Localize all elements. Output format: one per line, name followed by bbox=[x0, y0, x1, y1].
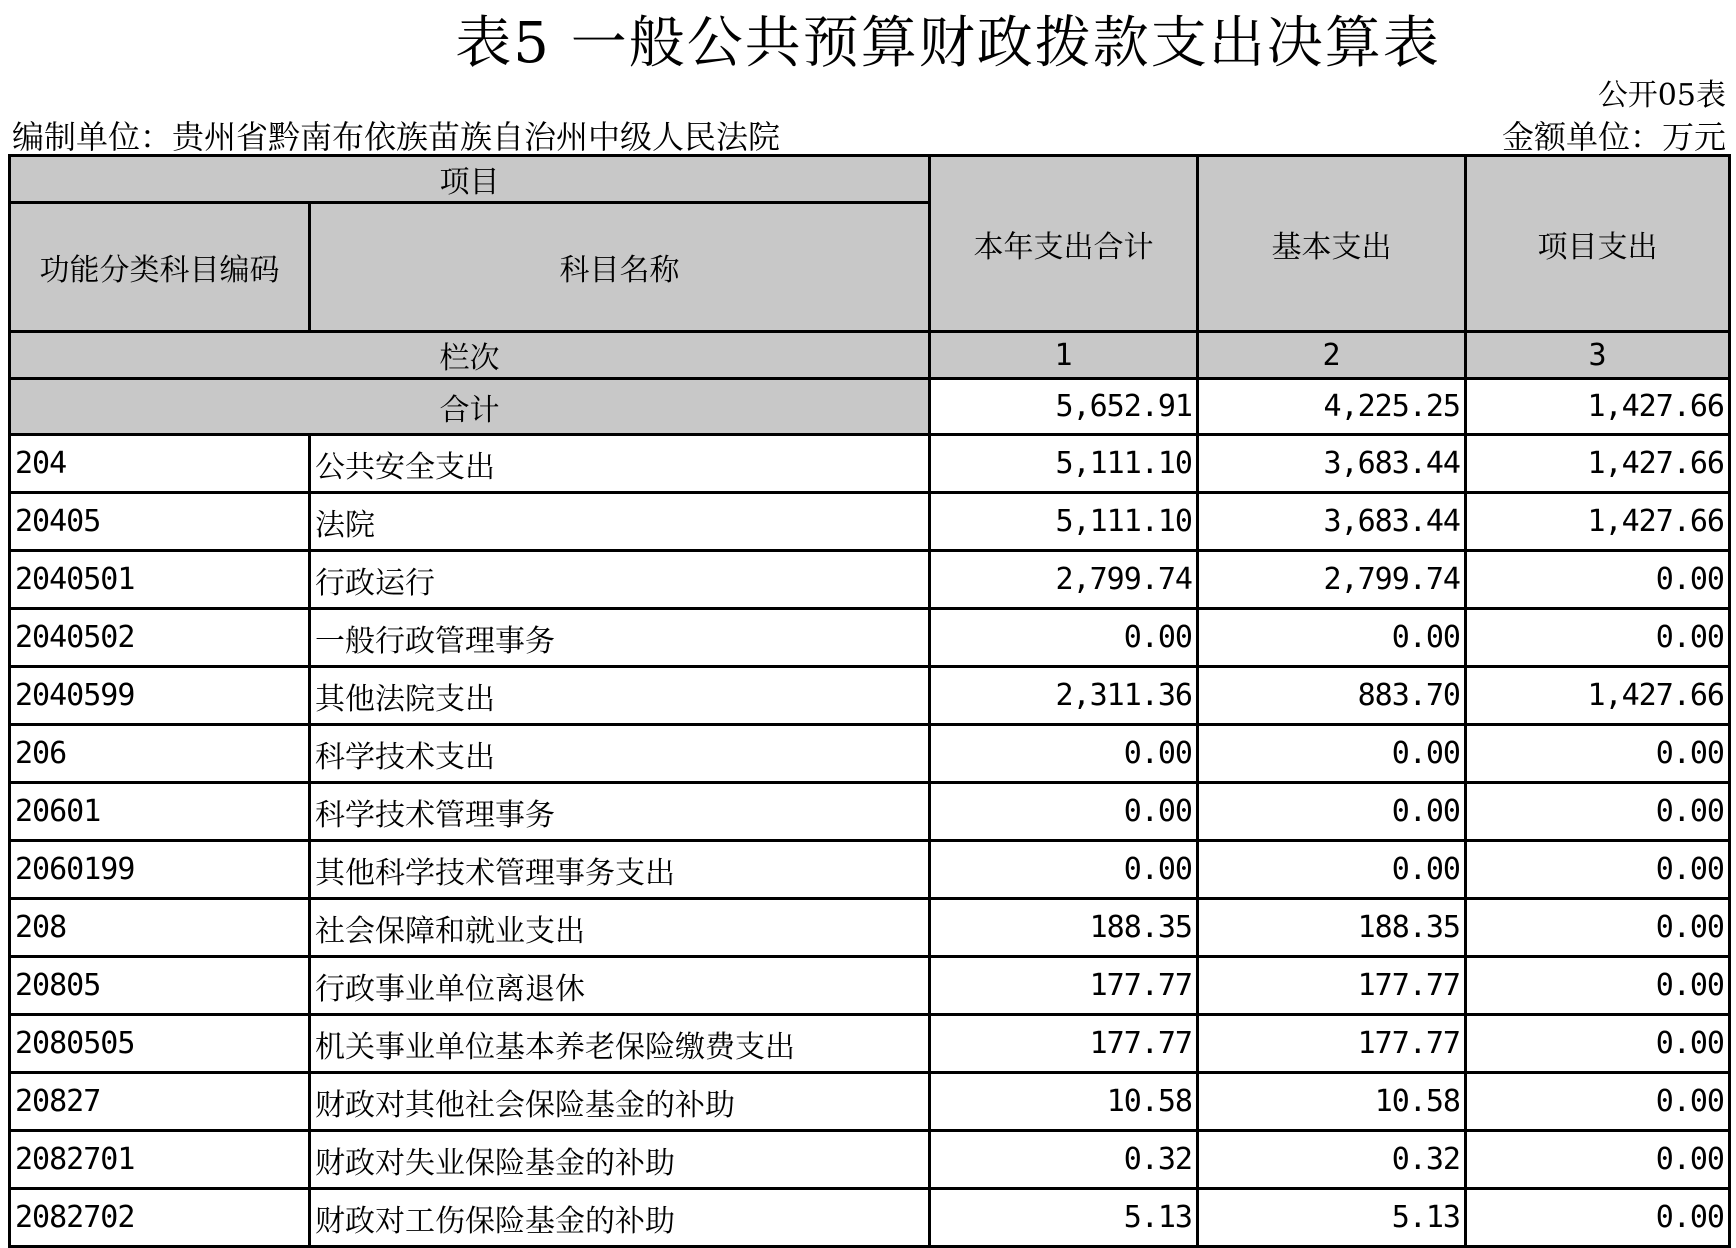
row-value-1: 188.35 bbox=[930, 899, 1198, 957]
row-name: 公共安全支出 bbox=[310, 435, 930, 493]
table-row bbox=[10, 841, 1730, 899]
table-row bbox=[10, 1131, 1730, 1189]
row-value-3: 0.00 bbox=[1466, 725, 1730, 783]
table-row bbox=[10, 1073, 1730, 1131]
form-number: 公开05表 bbox=[1597, 78, 1726, 113]
total-value-1: 5,652.91 bbox=[930, 379, 1198, 435]
row-name: 科学技术管理事务 bbox=[310, 783, 930, 841]
header-code: 功能分类科目编码 bbox=[10, 203, 310, 332]
header-project-expenditure: 项目支出 bbox=[1466, 156, 1730, 332]
row-code: 2082701 bbox=[10, 1131, 310, 1189]
row-name: 法院 bbox=[310, 493, 930, 551]
row-value-3: 0.00 bbox=[1466, 1189, 1730, 1247]
row-name: 财政对失业保险基金的补助 bbox=[310, 1131, 930, 1189]
row-value-3: 0.00 bbox=[1466, 609, 1730, 667]
row-value-2: 0.00 bbox=[1198, 725, 1466, 783]
header-name: 科目名称 bbox=[310, 203, 930, 332]
header-item: 项目 bbox=[10, 156, 930, 203]
row-value-1: 0.00 bbox=[930, 841, 1198, 899]
row-value-3: 0.00 bbox=[1466, 957, 1730, 1015]
row-value-1: 0.00 bbox=[930, 609, 1198, 667]
row-value-2: 2,799.74 bbox=[1198, 551, 1466, 609]
table-row bbox=[10, 725, 1730, 783]
row-value-2: 188.35 bbox=[1198, 899, 1466, 957]
row-value-2: 0.00 bbox=[1198, 609, 1466, 667]
row-value-3: 0.00 bbox=[1466, 841, 1730, 899]
row-value-3: 0.00 bbox=[1466, 899, 1730, 957]
row-value-1: 0.00 bbox=[930, 725, 1198, 783]
row-name: 科学技术支出 bbox=[310, 725, 930, 783]
row-value-2: 0.00 bbox=[1198, 841, 1466, 899]
row-value-1: 5.13 bbox=[930, 1189, 1198, 1247]
row-value-2: 5.13 bbox=[1198, 1189, 1466, 1247]
row-value-1: 10.58 bbox=[930, 1073, 1198, 1131]
row-code: 2040502 bbox=[10, 609, 310, 667]
row-value-1: 5,111.10 bbox=[930, 493, 1198, 551]
total-value-3: 1,427.66 bbox=[1466, 379, 1730, 435]
row-value-2: 177.77 bbox=[1198, 1015, 1466, 1073]
table-row bbox=[10, 493, 1730, 551]
table-row bbox=[10, 551, 1730, 609]
table-row bbox=[10, 667, 1730, 725]
total-value-2: 4,225.25 bbox=[1198, 379, 1466, 435]
row-value-2: 0.00 bbox=[1198, 783, 1466, 841]
table-row bbox=[10, 783, 1730, 841]
row-code: 204 bbox=[10, 435, 310, 493]
row-value-2: 883.70 bbox=[1198, 667, 1466, 725]
row-value-3: 0.00 bbox=[1466, 1015, 1730, 1073]
table-row bbox=[10, 435, 1730, 493]
row-value-1: 177.77 bbox=[930, 1015, 1198, 1073]
header-column-index-label: 栏次 bbox=[10, 332, 930, 379]
row-code: 2080505 bbox=[10, 1015, 310, 1073]
row-value-1: 0.00 bbox=[930, 783, 1198, 841]
column-index-2: 2 bbox=[1198, 332, 1466, 379]
row-value-3: 1,427.66 bbox=[1466, 667, 1730, 725]
row-value-3: 0.00 bbox=[1466, 783, 1730, 841]
header-basic-expenditure: 基本支出 bbox=[1198, 156, 1466, 332]
table-row bbox=[10, 957, 1730, 1015]
row-value-2: 0.32 bbox=[1198, 1131, 1466, 1189]
row-value-3: 0.00 bbox=[1466, 551, 1730, 609]
row-value-2: 10.58 bbox=[1198, 1073, 1466, 1131]
amount-unit: 金额单位：万元 bbox=[1501, 118, 1726, 156]
table-row bbox=[10, 899, 1730, 957]
row-code: 2082702 bbox=[10, 1189, 310, 1247]
expenditure-table bbox=[8, 154, 1731, 1248]
row-code: 206 bbox=[10, 725, 310, 783]
row-name: 财政对工伤保险基金的补助 bbox=[310, 1189, 930, 1247]
row-value-3: 0.00 bbox=[1466, 1131, 1730, 1189]
column-index-1: 1 bbox=[930, 332, 1198, 379]
compiling-unit: 编制单位：贵州省黔南布依族苗族自治州中级人民法院 bbox=[12, 118, 781, 156]
row-name: 机关事业单位基本养老保险缴费支出 bbox=[310, 1015, 930, 1073]
row-value-3: 1,427.66 bbox=[1466, 493, 1730, 551]
row-value-3: 1,427.66 bbox=[1466, 435, 1730, 493]
row-name: 社会保障和就业支出 bbox=[310, 899, 930, 957]
row-value-1: 0.32 bbox=[930, 1131, 1198, 1189]
row-code: 20405 bbox=[10, 493, 310, 551]
table-row bbox=[10, 609, 1730, 667]
row-value-2: 3,683.44 bbox=[1198, 435, 1466, 493]
row-value-3: 0.00 bbox=[1466, 1073, 1730, 1131]
column-index-3: 3 bbox=[1466, 332, 1730, 379]
row-code: 20827 bbox=[10, 1073, 310, 1131]
row-name: 行政事业单位离退休 bbox=[310, 957, 930, 1015]
row-code: 20601 bbox=[10, 783, 310, 841]
row-name: 一般行政管理事务 bbox=[310, 609, 930, 667]
row-name: 其他法院支出 bbox=[310, 667, 930, 725]
row-value-2: 177.77 bbox=[1198, 957, 1466, 1015]
total-label: 合计 bbox=[10, 379, 930, 435]
row-value-1: 177.77 bbox=[930, 957, 1198, 1015]
row-value-2: 3,683.44 bbox=[1198, 493, 1466, 551]
header-total-expenditure: 本年支出合计 bbox=[930, 156, 1198, 332]
row-value-1: 2,799.74 bbox=[930, 551, 1198, 609]
row-name: 财政对其他社会保险基金的补助 bbox=[310, 1073, 930, 1131]
table-row bbox=[10, 1015, 1730, 1073]
row-name: 其他科学技术管理事务支出 bbox=[310, 841, 930, 899]
page-title: 表5 一般公共预算财政拨款支出决算表 bbox=[455, 11, 1441, 76]
row-value-1: 2,311.36 bbox=[930, 667, 1198, 725]
row-name: 行政运行 bbox=[310, 551, 930, 609]
row-code: 2060199 bbox=[10, 841, 310, 899]
row-value-1: 5,111.10 bbox=[930, 435, 1198, 493]
table-row bbox=[10, 1189, 1730, 1247]
row-code: 2040501 bbox=[10, 551, 310, 609]
row-code: 2040599 bbox=[10, 667, 310, 725]
row-code: 208 bbox=[10, 899, 310, 957]
row-code: 20805 bbox=[10, 957, 310, 1015]
